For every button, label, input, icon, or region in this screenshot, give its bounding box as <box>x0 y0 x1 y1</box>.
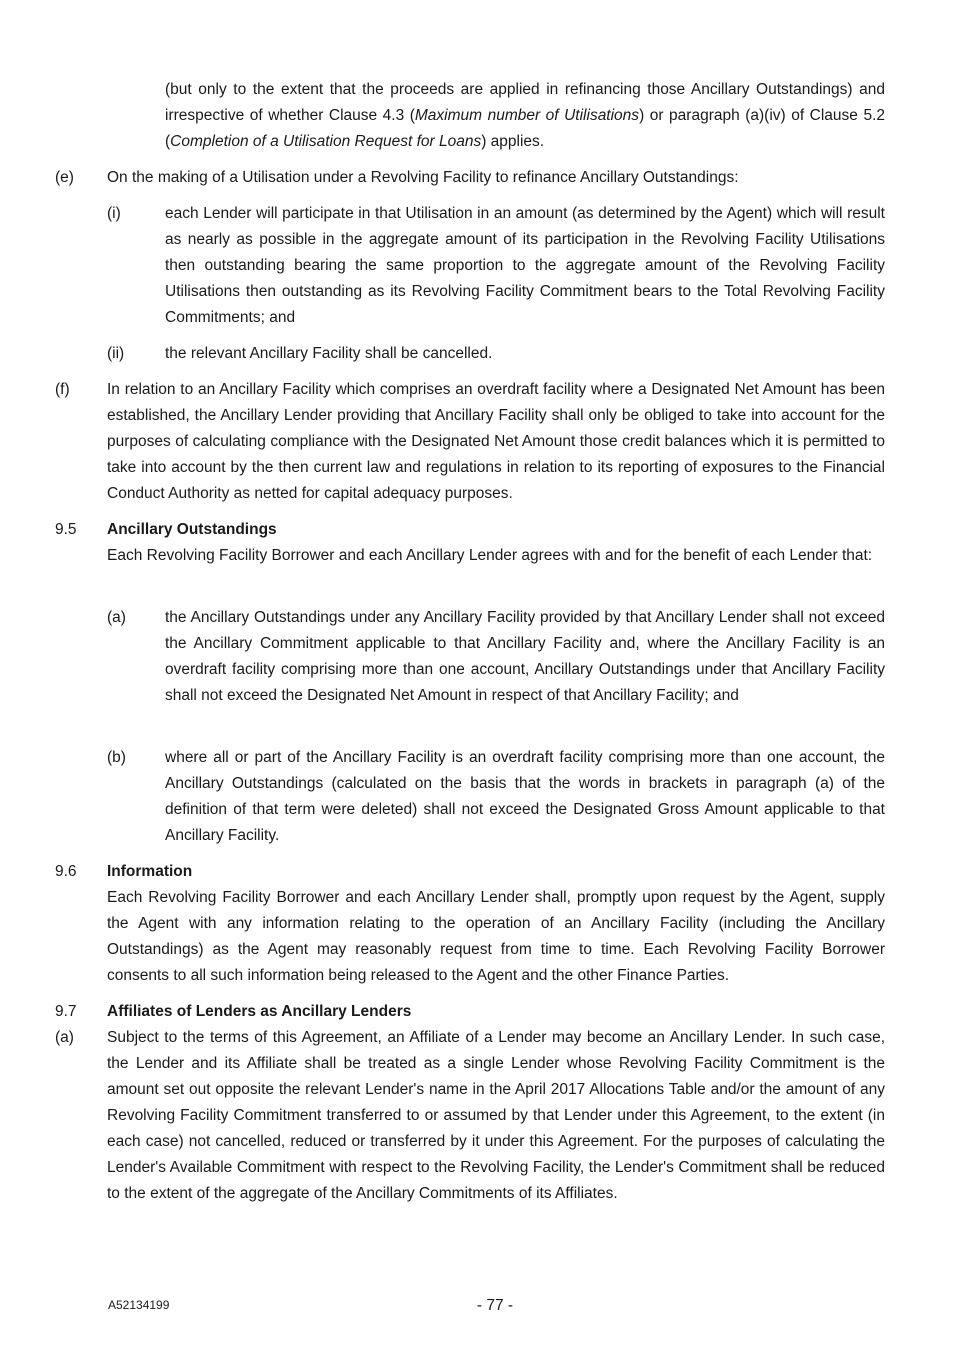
clause-title-italic: Maximum number of Utilisations <box>414 107 640 124</box>
section-heading-9-6: Information <box>107 863 193 880</box>
subparagraph-i <box>165 201 885 331</box>
paragraph-label-f: (f) <box>55 381 70 398</box>
paragraph-f-text: In relation to an Ancillary Facility which comprises an overdraft facility where a Designated Net Amount has been established, the Ancillary Lender providing that Ancillary Facility shall only be obliged to take into account for the purposes of calculating compliance with the Designated Net Amount those credit balances which it is permitted to take into account by the then current law and regulations in relation to its reporting of exposures to the Financial Conduct Authority as netted for capital adequacy purposes. <box>107 381 885 502</box>
continuation-paragraph <box>165 77 885 155</box>
section-9-5-subparagraph-a <box>165 605 885 709</box>
subparagraph-label-b: (b) <box>107 749 126 766</box>
section-9-5-intro-text: Each Revolving Facility Borrower and each Ancillary Lender agrees with and for the benefit of each Lender that: <box>107 547 873 564</box>
section-9-5-b-text: where all or part of the Ancillary Facility is an overdraft facility comprising more than one account, the Ancillary Outstandings (calculated on the basis that the words in brackets in paragraph (a) of the definition of that term were deleted) shall not exceed the Designated Gross Amount applicable to that Ancillary Facility. <box>165 749 885 844</box>
subparagraph-label-i: (i) <box>107 205 121 222</box>
paragraph-e <box>107 165 887 191</box>
subparagraph-ii <box>165 341 885 367</box>
paragraph-e-text: On the making of a Utilisation under a Revolving Facility to refinance Ancillary Outstandings: <box>107 169 739 186</box>
section-heading-9-5: Ancillary Outstandings <box>107 521 277 538</box>
paragraph-label-a: (a) <box>55 1029 74 1046</box>
section-9-7-a-text: Subject to the terms of this Agreement, an Affiliate of a Lender may become an Ancillary Lender. In such case, the Lender and its Affiliate shall be treated as a single Lender whose Revolving Facility Commitment is the amount set out opposite the relevant Lender's name in the April 2017 Allocations Table and/or the amount of any Revolving Facility Commitment transferred to or assumed by that Lender under this Agreement, to the extent (in each case) not cancelled, reduced or transferred by it under this Agreement. For the purposes of calculating the Lender's Available Commitment with respect to the Revolving Facility, the Lender's Commitment shall be reduced to the extent of the aggregate of the Ancillary Commitments of its Affiliates. <box>107 1029 885 1202</box>
section-number-9-6: 9.6 <box>55 863 77 880</box>
paragraph-label-e: (e) <box>55 169 74 186</box>
continuation-text-middle: ) or paragraph (a)(iv) of Clause 5.2 ( <box>165 107 885 150</box>
section-9-5-subparagraph-b <box>165 745 885 849</box>
section-number-9-5: 9.5 <box>55 521 77 538</box>
section-9-6-body <box>107 885 885 989</box>
continuation-text-end: ) applies. <box>481 133 545 150</box>
section-9-6-text: Each Revolving Facility Borrower and each Ancillary Lender shall, promptly upon request by the Agent, supply the Agent with any information relating to the operation of an Ancillary Facility (including the Ancillary Outstandings) as the Agent may reasonably request from time to time. Each Revolving Facility Borrower consents to all such information being released to the Agent and the other Finance Parties. <box>107 889 885 984</box>
document-reference: A52134199 <box>108 1298 170 1312</box>
subparagraph-ii-text: the relevant Ancillary Facility shall be cancelled. <box>165 345 493 362</box>
paragraph-f <box>107 377 885 507</box>
section-number-9-7: 9.7 <box>55 1003 77 1020</box>
section-9-5-a-text: the Ancillary Outstandings under any Ancillary Facility provided by that Ancillary Lender shall not exceed the Ancillary Commitment applicable to that Ancillary Facility and, where the Ancillary Facility is an overdraft facility comprising more than one account, Ancillary Outstandings under that Ancillary Facility shall not exceed the Designated Net Amount in respect of that Ancillary Facility; and <box>165 609 885 704</box>
section-heading-9-7: Affiliates of Lenders as Ancillary Lenders <box>107 1003 412 1020</box>
subparagraph-i-text: each Lender will participate in that Utilisation in an amount (as determined by the Agent) which will result as nearly as possible in the aggregate amount of its participation in the Revolving Facility Utilisations then outstanding bearing the same proportion to the aggregate amount of the Revolving Facility Utilisations then outstanding as its Revolving Facility Commitment bears to the Total Revolving Facility Commitments; and <box>165 205 885 326</box>
clause-title-italic: Completion of a Utilisation Request for Loans <box>170 133 482 150</box>
section-9-7-paragraph-a <box>107 1025 885 1207</box>
subparagraph-label-a: (a) <box>107 609 126 626</box>
subparagraph-label-ii: (ii) <box>107 345 125 362</box>
page-number: - 77 - <box>476 1297 514 1314</box>
section-9-5-intro <box>107 543 885 569</box>
continuation-text-start: (but only to the extent that the proceeds are applied in refinancing those Ancillary Outstandings) and irrespective of whether Clause 4.3 ( <box>165 81 885 124</box>
